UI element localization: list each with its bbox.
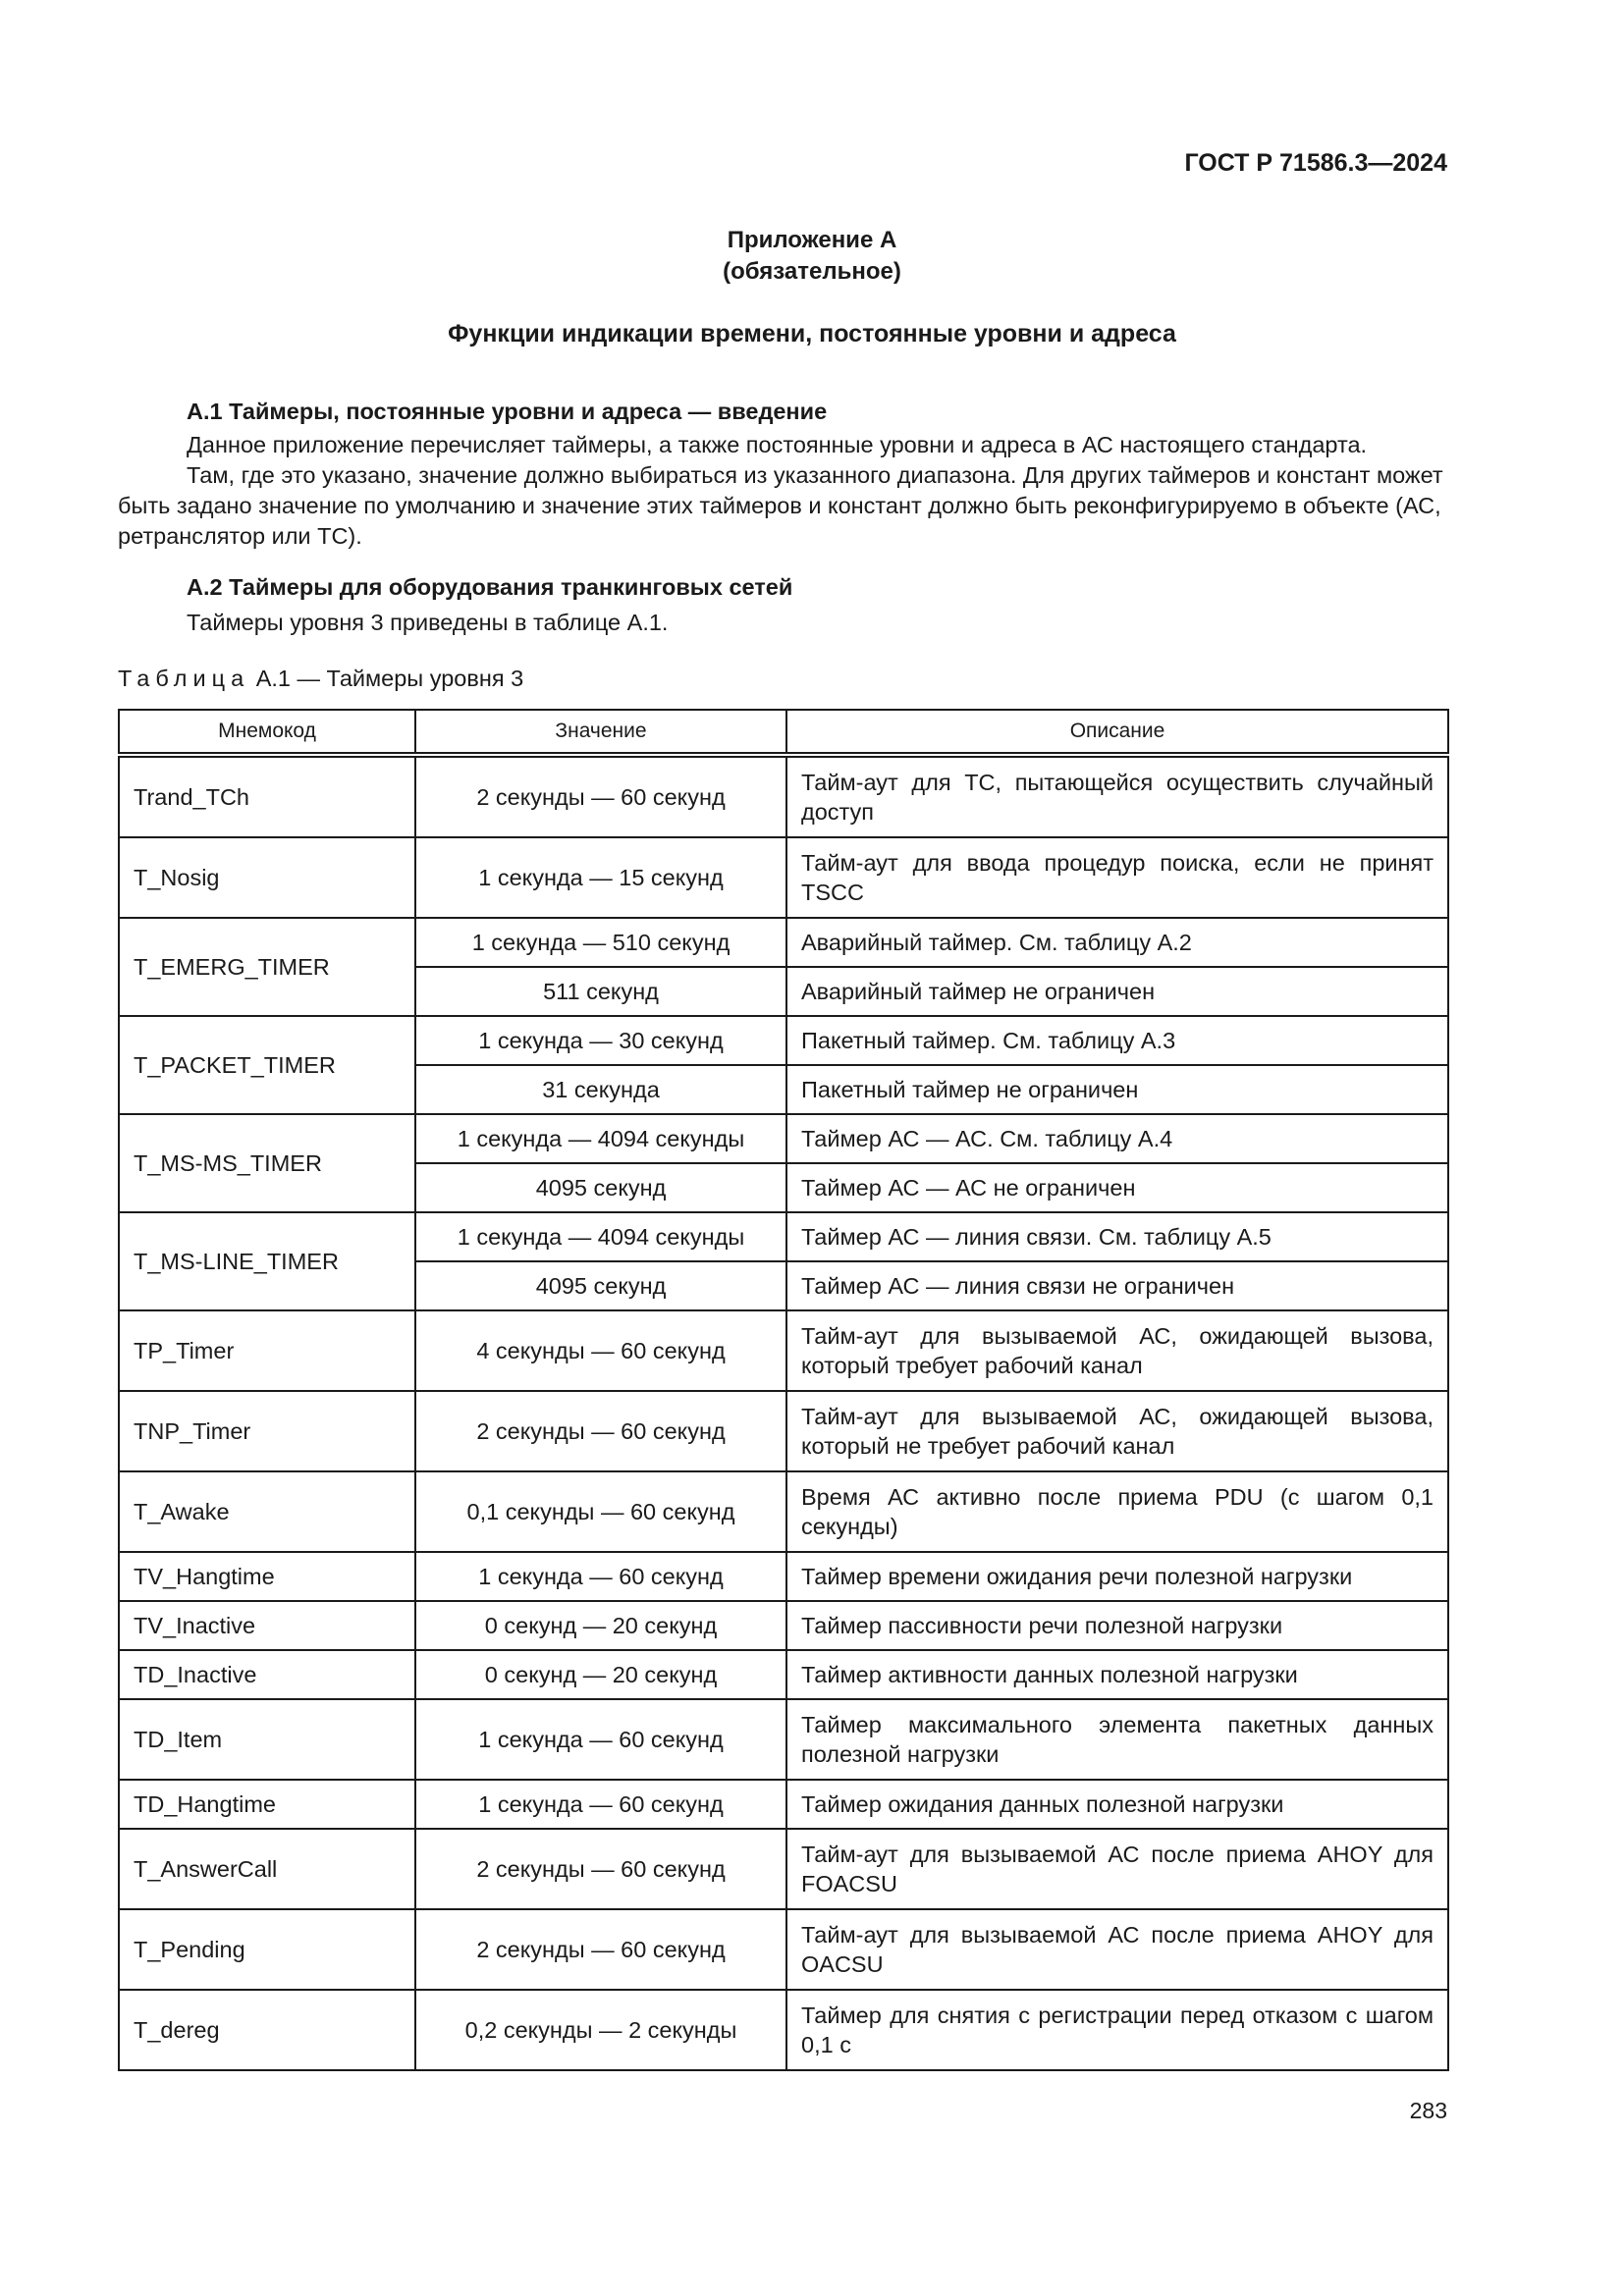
cell-value: 1 секунда — 4094 секунды [415, 1212, 786, 1261]
table-row [119, 1391, 1448, 1471]
cell-value: 1 секунда — 15 секунд [415, 837, 786, 918]
table-caption-prefix: Таблица [118, 666, 250, 691]
cell-value: 1 секунда — 60 секунд [415, 1699, 786, 1780]
cell-description: Тайм-аут для ТС, пытающейся осуществить случайный доступ [786, 755, 1448, 837]
table-row [119, 1016, 1448, 1065]
cell-value: 1 секунда — 510 секунд [415, 918, 786, 967]
cell-description: Таймер для снятия с регистрации перед отказом с шагом 0,1 с [786, 1990, 1448, 2070]
standard-designation: ГОСТ Р 71586.3—2024 [1184, 149, 1447, 177]
cell-code: T_Nosig [119, 837, 415, 918]
table-row [119, 1212, 1448, 1261]
section-1-paragraph-1: Данное приложение перечисляет таймеры, а также постоянные уровни и адреса в АС настоящего стандарта. [187, 432, 1368, 457]
cell-code: TD_Hangtime [119, 1780, 415, 1829]
cell-value: 0 секунд — 20 секунд [415, 1650, 786, 1699]
cell-code: T_AnswerCall [119, 1829, 415, 1909]
cell-value: 4 секунды — 60 секунд [415, 1310, 786, 1391]
cell-description: Таймер времени ожидания речи полезной нагрузки [786, 1552, 1448, 1601]
cell-description: Тайм-аут для вызываемой АС после приема AHOY для FOACSU [786, 1829, 1448, 1909]
table-row [119, 1829, 1448, 1909]
cell-description: Таймер АС — линия связи. См. таблицу А.5 [786, 1212, 1448, 1261]
cell-description: Пакетный таймер не ограничен [786, 1065, 1448, 1114]
header-description: Описание [786, 710, 1448, 755]
section-2-heading: А.2 Таймеры для оборудования транкинговых сетей [187, 574, 793, 600]
cell-code: T_EMERG_TIMER [119, 918, 415, 1016]
cell-description: Таймер ожидания данных полезной нагрузки [786, 1780, 1448, 1829]
cell-description: Таймер активности данных полезной нагрузки [786, 1650, 1448, 1699]
section-1-heading: А.1 Таймеры, постоянные уровни и адреса — введение [187, 399, 828, 424]
table-row [119, 1990, 1448, 2070]
cell-code: TV_Hangtime [119, 1552, 415, 1601]
cell-code: TV_Inactive [119, 1601, 415, 1650]
section-2 [118, 572, 1447, 638]
section-2-paragraph-1: Таймеры уровня 3 приведены в таблице А.1. [187, 610, 669, 635]
cell-value: 0,2 секунды — 2 секунды [415, 1990, 786, 2070]
annex-status: (обязательное) [723, 258, 901, 285]
section-1 [118, 397, 1447, 552]
annex-title: Приложение А [727, 227, 897, 253]
page-number: 283 [1409, 2098, 1447, 2123]
cell-description: Таймер АС — АС. См. таблицу А.4 [786, 1114, 1448, 1163]
cell-code: T_Pending [119, 1909, 415, 1990]
table-row [119, 1114, 1448, 1163]
cell-code: T_MS-MS_TIMER [119, 1114, 415, 1212]
cell-value: 2 секунды — 60 секунд [415, 1909, 786, 1990]
cell-description: Таймер АС — линия связи не ограничен [786, 1261, 1448, 1310]
table-row [119, 1310, 1448, 1391]
table-row [119, 1601, 1448, 1650]
cell-code: T_Awake [119, 1471, 415, 1552]
table-row [119, 1780, 1448, 1829]
cell-value: 0 секунд — 20 секунд [415, 1601, 786, 1650]
table-row [119, 1650, 1448, 1699]
cell-description: Тайм-аут для ввода процедур поиска, если не принят TSCC [786, 837, 1448, 918]
cell-value: 2 секунды — 60 секунд [415, 755, 786, 837]
cell-value: 1 секунда — 60 секунд [415, 1552, 786, 1601]
table-row [119, 755, 1448, 837]
cell-code: TD_Inactive [119, 1650, 415, 1699]
table-row [119, 837, 1448, 918]
cell-description: Тайм-аут для вызываемой АС, ожидающей вызова, который требует рабочий канал [786, 1310, 1448, 1391]
table-row [119, 1552, 1448, 1601]
cell-description: Таймер АС — АС не ограничен [786, 1163, 1448, 1212]
table-caption-title: А.1 — Таймеры уровня 3 [255, 666, 524, 691]
cell-value: 0,1 секунды — 60 секунд [415, 1471, 786, 1552]
cell-value: 4095 секунд [415, 1261, 786, 1310]
header-code: Мнемокод [119, 710, 415, 755]
table-caption [118, 666, 523, 692]
cell-description: Время АС активно после приема PDU (с шагом 0,1 секунды) [786, 1471, 1448, 1552]
cell-value: 1 секунда — 4094 секунды [415, 1114, 786, 1163]
section-1-paragraph-2: Там, где это указано, значение должно выбираться из указанного диапазона. Для других таймеров и констант может быть задано значение по умолчанию и значение этих таймеров и констант должно быть реконфигурируемо в объекте (АС, ретранслятор или ТС). [118, 462, 1443, 549]
table-row [119, 1699, 1448, 1780]
annex-name: Функции индикации времени, постоянные уровни и адреса [448, 320, 1176, 347]
cell-code: TNP_Timer [119, 1391, 415, 1471]
cell-description: Аварийный таймер. См. таблицу А.2 [786, 918, 1448, 967]
cell-description: Таймер пассивности речи полезной нагрузки [786, 1601, 1448, 1650]
cell-code: TP_Timer [119, 1310, 415, 1391]
cell-value: 31 секунда [415, 1065, 786, 1114]
table-row [119, 1909, 1448, 1990]
cell-description: Таймер максимального элемента пакетных данных полезной нагрузки [786, 1699, 1448, 1780]
table-row [119, 918, 1448, 967]
cell-code: T_PACKET_TIMER [119, 1016, 415, 1114]
cell-description: Тайм-аут для вызываемой АС, ожидающей вызова, который не требует рабочий канал [786, 1391, 1448, 1471]
cell-description: Аварийный таймер не ограничен [786, 967, 1448, 1016]
header-value: Значение [415, 710, 786, 755]
cell-description: Тайм-аут для вызываемой АС после приема AHOY для OACSU [786, 1909, 1448, 1990]
cell-value: 2 секунды — 60 секунд [415, 1391, 786, 1471]
cell-value: 511 секунд [415, 967, 786, 1016]
annex-heading [0, 225, 1624, 288]
table-header-row [119, 710, 1448, 755]
cell-code: Trand_TCh [119, 755, 415, 837]
timers-table [118, 709, 1449, 2071]
cell-value: 4095 секунд [415, 1163, 786, 1212]
cell-code: T_MS-LINE_TIMER [119, 1212, 415, 1310]
cell-code: TD_Item [119, 1699, 415, 1780]
cell-code: T_dereg [119, 1990, 415, 2070]
cell-value: 2 секунды — 60 секунд [415, 1829, 786, 1909]
cell-value: 1 секунда — 60 секунд [415, 1780, 786, 1829]
table-row [119, 1471, 1448, 1552]
cell-description: Пакетный таймер. См. таблицу А.3 [786, 1016, 1448, 1065]
cell-value: 1 секунда — 30 секунд [415, 1016, 786, 1065]
